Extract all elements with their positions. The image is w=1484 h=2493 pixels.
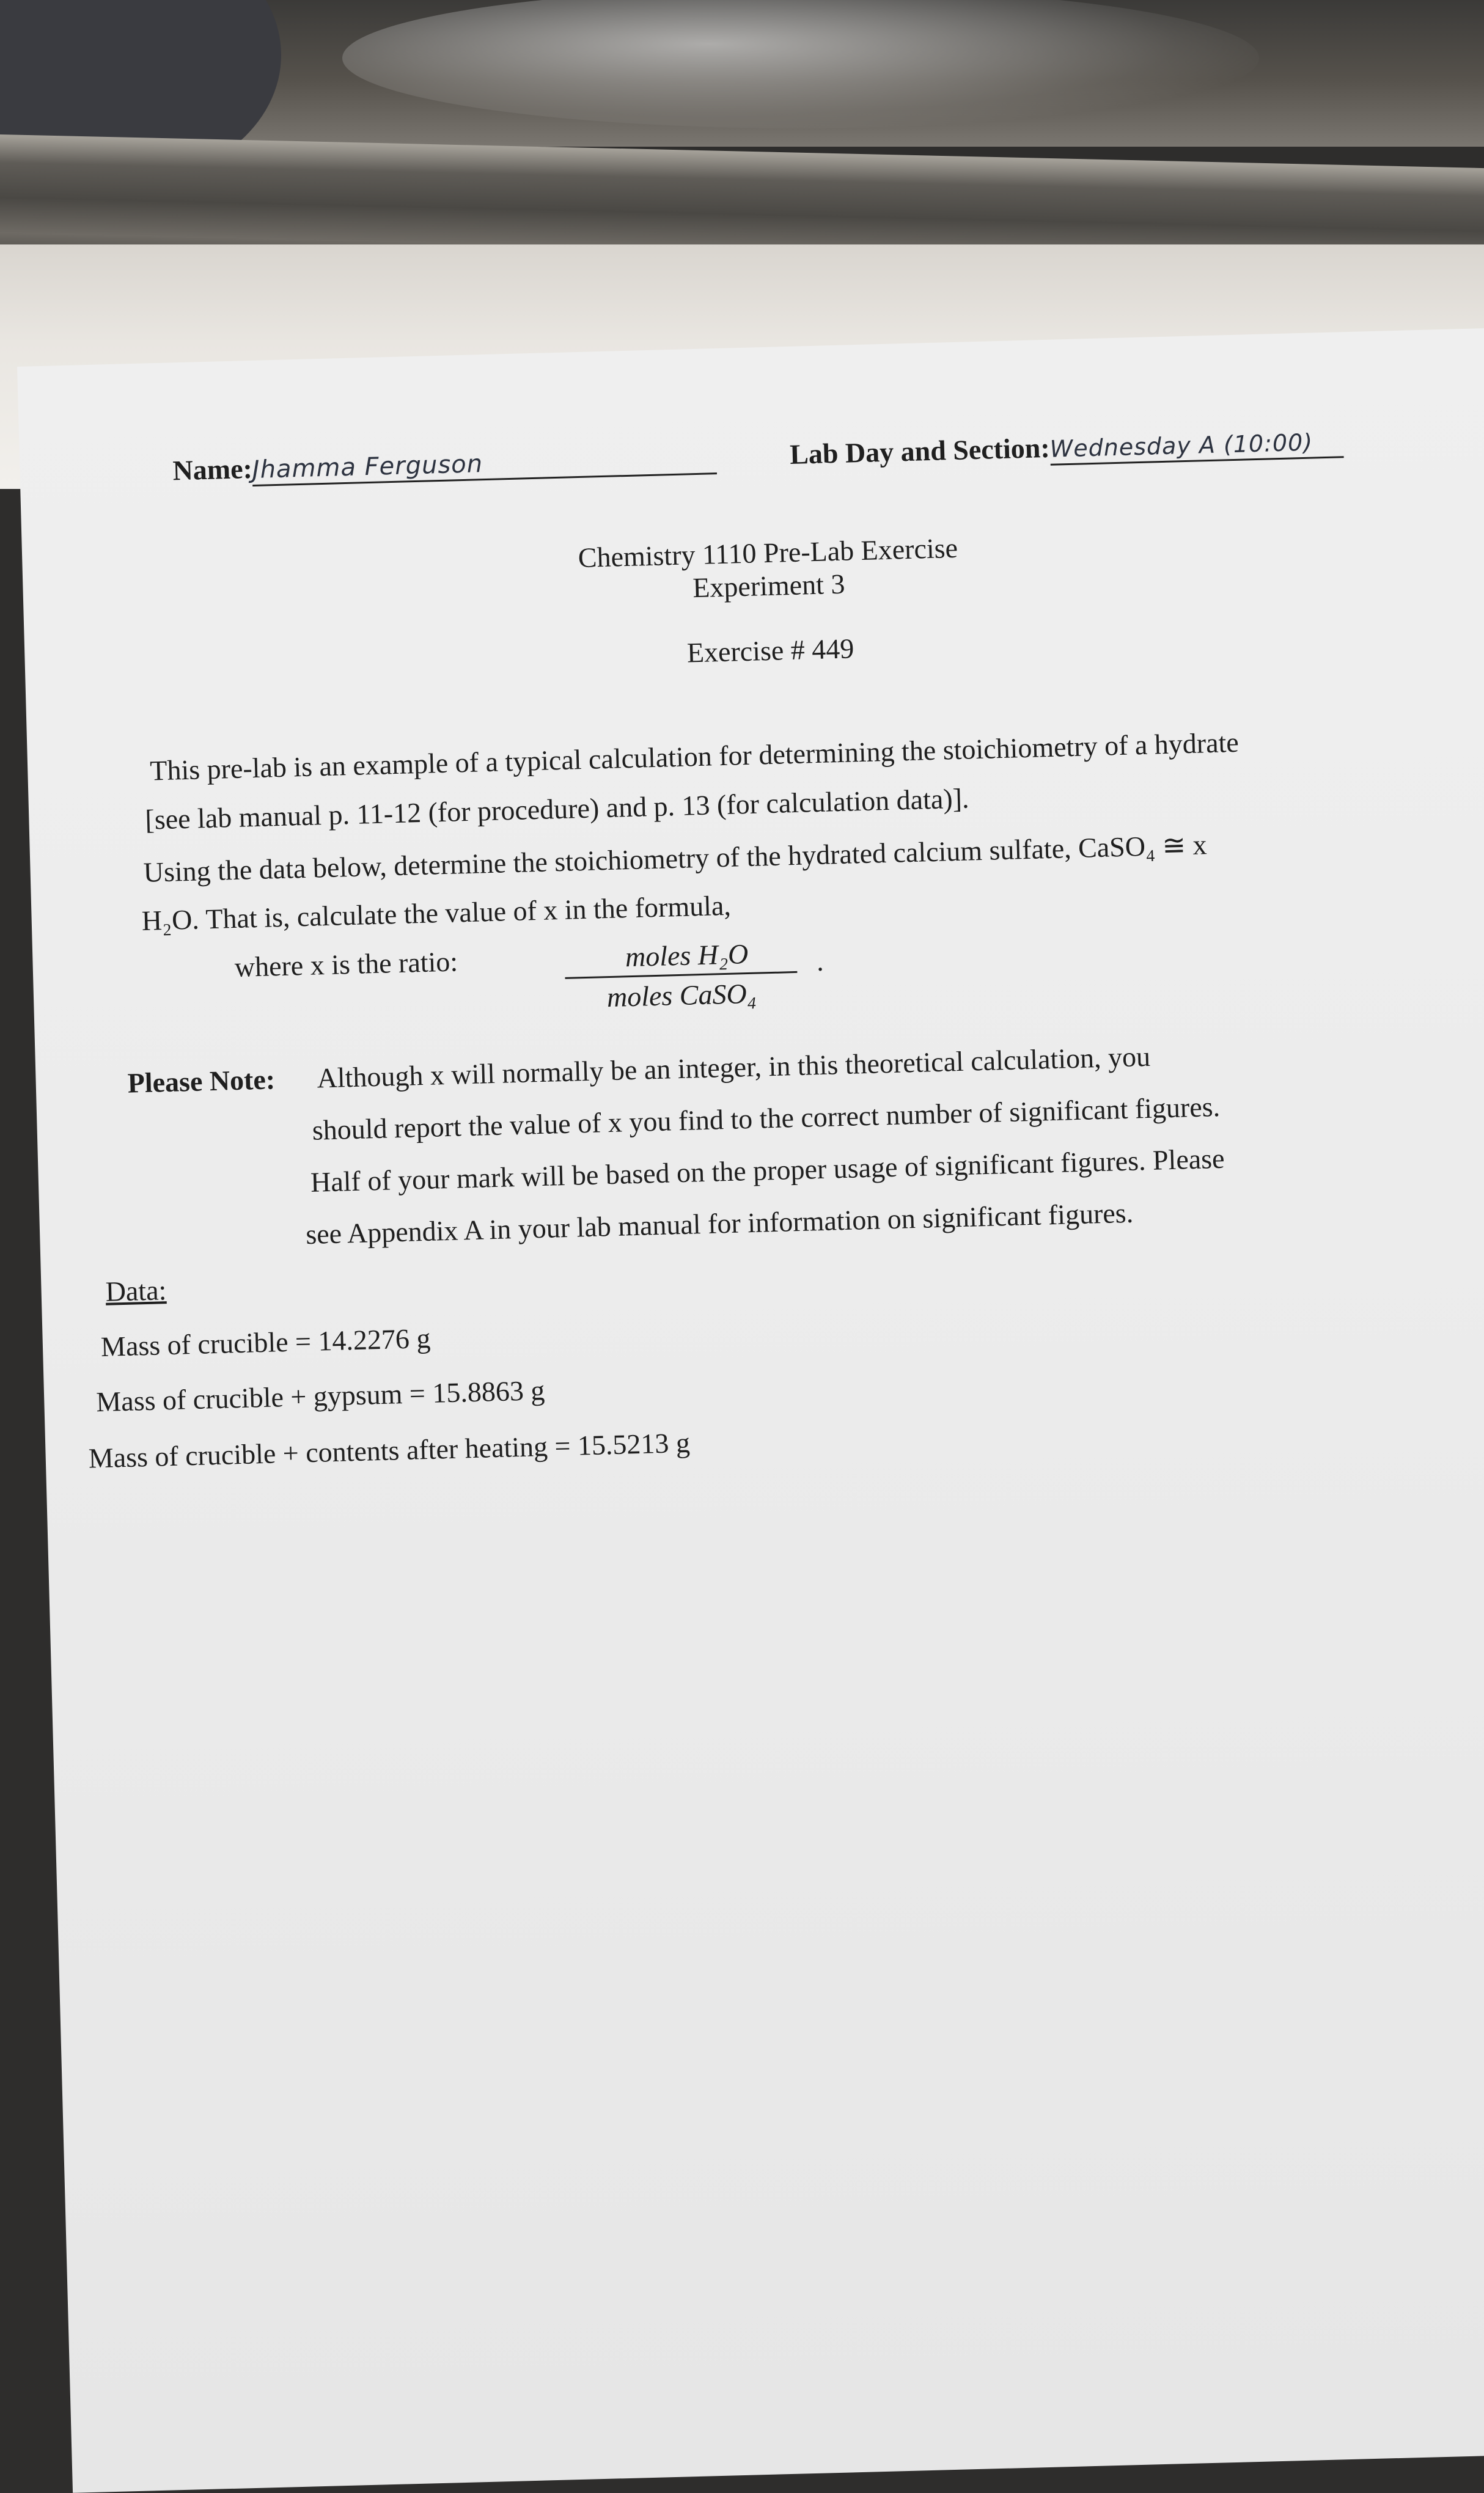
section-underline: [1049, 424, 1343, 466]
experiment-title: Experiment 3: [692, 568, 845, 604]
worksheet-paper: [17, 328, 1484, 2493]
ratio-denominator: moles CaSO₄: [606, 977, 757, 1013]
name-underline: [252, 440, 717, 486]
intro-line-4: H₂O. That is, calculate the value of x in the formula,: [141, 889, 732, 936]
note-line-1: Although x will normally be an integer, in this theoretical calculation, you: [316, 1040, 1151, 1094]
section-field: [789, 424, 1343, 472]
intro-line-1: This pre-lab is an example of a typical calculation for determining the stoichiometry of a hydrate: [149, 726, 1240, 787]
note-line-2: should report the value of x you find to the correct number of significant figures.: [312, 1090, 1221, 1146]
ratio-numerator: moles H₂O: [625, 938, 749, 973]
name-handwriting: Jhamma Ferguson: [252, 450, 483, 484]
exercise-number: Exercise # 449: [686, 633, 854, 669]
data-item-crucible-gypsum: Mass of crucible + gypsum = 15.8863 g: [95, 1374, 545, 1418]
data-item-after-heating: Mass of crucible + contents after heating = 15.5213 g: [88, 1426, 691, 1474]
name-label: Name:: [172, 452, 253, 486]
note-line-3: Half of your mark will be based on the proper usage of significant figures. Please: [310, 1142, 1225, 1198]
section-handwriting: Wednesday A (10:00): [1049, 428, 1313, 463]
note-label: Please Note:: [127, 1063, 276, 1099]
data-item-crucible: Mass of crucible = 14.2276 g: [100, 1322, 432, 1362]
ratio-period: .: [816, 945, 825, 977]
note-line-4: see Appendix A in your lab manual for information on significant figures.: [305, 1197, 1134, 1250]
intro-line-3: Using the data below, determine the stoichiometry of the hydrated calcium sulfate, CaSO₄ ≅ x: [143, 829, 1208, 888]
course-title: Chemistry 1110 Pre-Lab Exercise: [578, 532, 958, 574]
name-field: [172, 440, 717, 488]
section-label: Lab Day and Section:: [789, 431, 1051, 470]
ratio-where-text: where x is the ratio:: [234, 945, 458, 983]
data-heading: Data:: [105, 1274, 167, 1307]
intro-line-2: [see lab manual p. 11-12 (for procedure) and p. 13 (for calculation data)].: [144, 782, 970, 835]
